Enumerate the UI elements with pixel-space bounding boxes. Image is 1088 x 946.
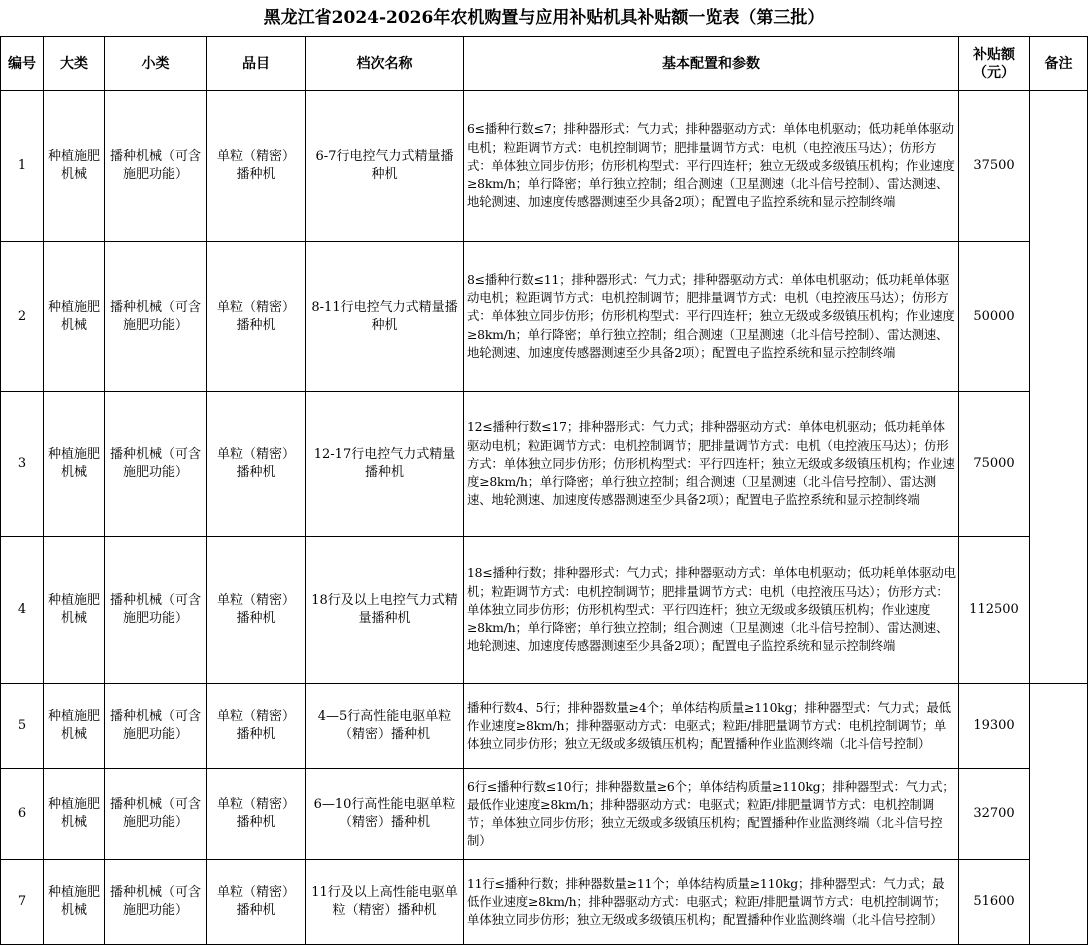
row-index: 6 [1, 769, 44, 860]
table-row [1, 392, 1088, 537]
row-subcategory: 播种机械（可含施肥功能） [105, 684, 207, 769]
row-params: 12≤播种行数≤17；排种器形式：气力式；排种器驱动方式：单体电机驱动；低功耗单体驱动电机；粒距调节方式：电机控制调节；肥排量调节方式：电机（电控液压马达）；仿形方式：单体独立同步仿形；仿形机构型式：平行四连杆；独立无级或多级镇压机构；作业速度≥8km/h；单行降密；单行独立控制；组合测速（卫星测速（北斗信号控制）、雷达测速、地轮测速、加速度传感器测速至少具备2项）；配置电子监控系统和显示控制终端 [464, 392, 959, 537]
row-amount: 32700 [959, 769, 1030, 860]
row-category: 种植施肥机械 [44, 860, 105, 945]
row-category: 种植施肥机械 [44, 537, 105, 684]
row-amount: 75000 [959, 392, 1030, 537]
row-params: 6≤播种行数≤7；排种器形式：气力式；排种器驱动方式：单体电机驱动；低功耗单体驱动电机；粒距调节方式：电机控制调节；肥排量调节方式：电机（电控液压马达）；仿形方式：单体独立同步仿形；仿形机构型式：平行四连杆；独立无级或多级镇压机构；作业速度≥8km/h；单行降密；单行独立控制；组合测速（卫星测速（北斗信号控制）、雷达测速、地轮测速、加速度传感器测速至少具备2项）；配置电子监控系统和显示控制终端 [464, 91, 959, 242]
row-amount: 37500 [959, 91, 1030, 242]
header-index: 编号 [1, 37, 44, 91]
page-title: 黑龙江省2024-2026年农机购置与应用补贴机具补贴额一览表（第三批） [263, 8, 825, 28]
row-category: 种植施肥机械 [44, 769, 105, 860]
row-params: 播种行数4、5行；排种器数量≥4个；单体结构质量≥110kg；排种器型式：气力式；最低作业速度≥8km/h；排种器驱动方式：电驱式；粒距/排肥量调节方式：电机控制调节；单体独立同步仿形；独立无级或多级镇压机构；配置播种作业监测终端（北斗信号控制） [464, 684, 959, 769]
row-category: 种植施肥机械 [44, 242, 105, 392]
row-grade: 6-7行电控气力式精量播种机 [306, 91, 464, 242]
row-item: 单粒（精密）播种机 [207, 860, 306, 945]
row-item: 单粒（精密）播种机 [207, 242, 306, 392]
table-row [1, 242, 1088, 392]
table-row [1, 684, 1088, 769]
header-row [1, 37, 1088, 91]
row-grade: 11行及以上高性能电驱单粒（精密）播种机 [306, 860, 464, 945]
row-amount: 19300 [959, 684, 1030, 769]
row-subcategory: 播种机械（可含施肥功能） [105, 91, 207, 242]
row-grade: 4—5行高性能电驱单粒（精密）播种机 [306, 684, 464, 769]
row-subcategory: 播种机械（可含施肥功能） [105, 537, 207, 684]
table-row [1, 769, 1088, 860]
row-params: 18≤播种行数；排种器形式：气力式；排种器驱动方式：单体电机驱动；低功耗单体驱动电机；粒距调节方式：电机控制调节；肥排量调节方式：电机（电控液压马达）；仿形方式：单体独立同步仿形；仿形机构型式：平行四连杆；独立无级或多级镇压机构；作业速度≥8km/h；单行降密；单行独立控制；组合测速（卫星测速（北斗信号控制）、雷达测速、地轮测速、加速度传感器测速至少具备2项）；配置电子监控系统和显示控制终端 [464, 537, 959, 684]
header-remark: 备注 [1030, 37, 1088, 91]
table-row [1, 537, 1088, 684]
table-row [1, 91, 1088, 242]
row-amount: 112500 [959, 537, 1030, 684]
row-index: 3 [1, 392, 44, 537]
header-amount-line1: 补贴额 [973, 46, 1015, 63]
row-item: 单粒（精密）播种机 [207, 537, 306, 684]
row-grade: 6—10行高性能电驱单粒（精密）播种机 [306, 769, 464, 860]
row-subcategory: 播种机械（可含施肥功能） [105, 769, 207, 860]
header-params: 基本配置和参数 [464, 37, 959, 91]
row-grade: 18行及以上电控气力式精量播种机 [306, 537, 464, 684]
row-remark-group-2 [1030, 684, 1088, 945]
row-subcategory: 播种机械（可含施肥功能） [105, 392, 207, 537]
table-row [1, 860, 1088, 945]
header-amount-line2: （元） [973, 64, 1015, 81]
row-item: 单粒（精密）播种机 [207, 684, 306, 769]
header-grade: 档次名称 [306, 37, 464, 91]
row-grade: 12-17行电控气力式精量播种机 [306, 392, 464, 537]
row-params: 6行≤播种行数≤10行；排种器数量≥6个；单体结构质量≥110kg；排种器型式：气力式；最低作业速度≥8km/h；排种器驱动方式：电驱式；粒距/排肥量调节方式：电机控制调节；单体独立同步仿形；独立无级或多级镇压机构；配置播种作业监测终端（北斗信号控制） [464, 769, 959, 860]
row-index: 2 [1, 242, 44, 392]
row-amount: 51600 [959, 860, 1030, 945]
header-amount [959, 37, 1030, 91]
row-remark-group-1 [1030, 91, 1088, 684]
row-index: 7 [1, 860, 44, 945]
row-item: 单粒（精密）播种机 [207, 91, 306, 242]
header-item: 品目 [207, 37, 306, 91]
row-grade: 8-11行电控气力式精量播种机 [306, 242, 464, 392]
row-category: 种植施肥机械 [44, 91, 105, 242]
row-category: 种植施肥机械 [44, 392, 105, 537]
header-subcategory: 小类 [105, 37, 207, 91]
row-item: 单粒（精密）播种机 [207, 392, 306, 537]
row-category: 种植施肥机械 [44, 684, 105, 769]
row-item: 单粒（精密）播种机 [207, 769, 306, 860]
subsidy-table [0, 36, 1088, 945]
row-amount: 50000 [959, 242, 1030, 392]
row-params: 8≤播种行数≤11；排种器形式：气力式；排种器驱动方式：单体电机驱动；低功耗单体驱动电机；粒距调节方式：电机控制调节；肥排量调节方式：电机（电控液压马达）；仿形方式：单体独立同步仿形；仿形机构型式：平行四连杆；独立无级或多级镇压机构；作业速度≥8km/h；单行降密；单行独立控制；组合测速（卫星测速（北斗信号控制）、雷达测速、地轮测速、加速度传感器测速至少具备2项）；配置电子监控系统和显示控制终端 [464, 242, 959, 392]
row-index: 4 [1, 537, 44, 684]
row-params: 11行≤播种行数；排种器数量≥11个；单体结构质量≥110kg；排种器型式：气力式；最低作业速度≥8km/h；排种器驱动方式：电驱式；粒距/排肥量调节方式：电机控制调节；单体独立同步仿形；独立无级或多级镇压机构；配置播种作业监测终端（北斗信号控制） [464, 860, 959, 945]
row-index: 5 [1, 684, 44, 769]
header-category: 大类 [44, 37, 105, 91]
row-subcategory: 播种机械（可含施肥功能） [105, 860, 207, 945]
row-index: 1 [1, 91, 44, 242]
row-subcategory: 播种机械（可含施肥功能） [105, 242, 207, 392]
